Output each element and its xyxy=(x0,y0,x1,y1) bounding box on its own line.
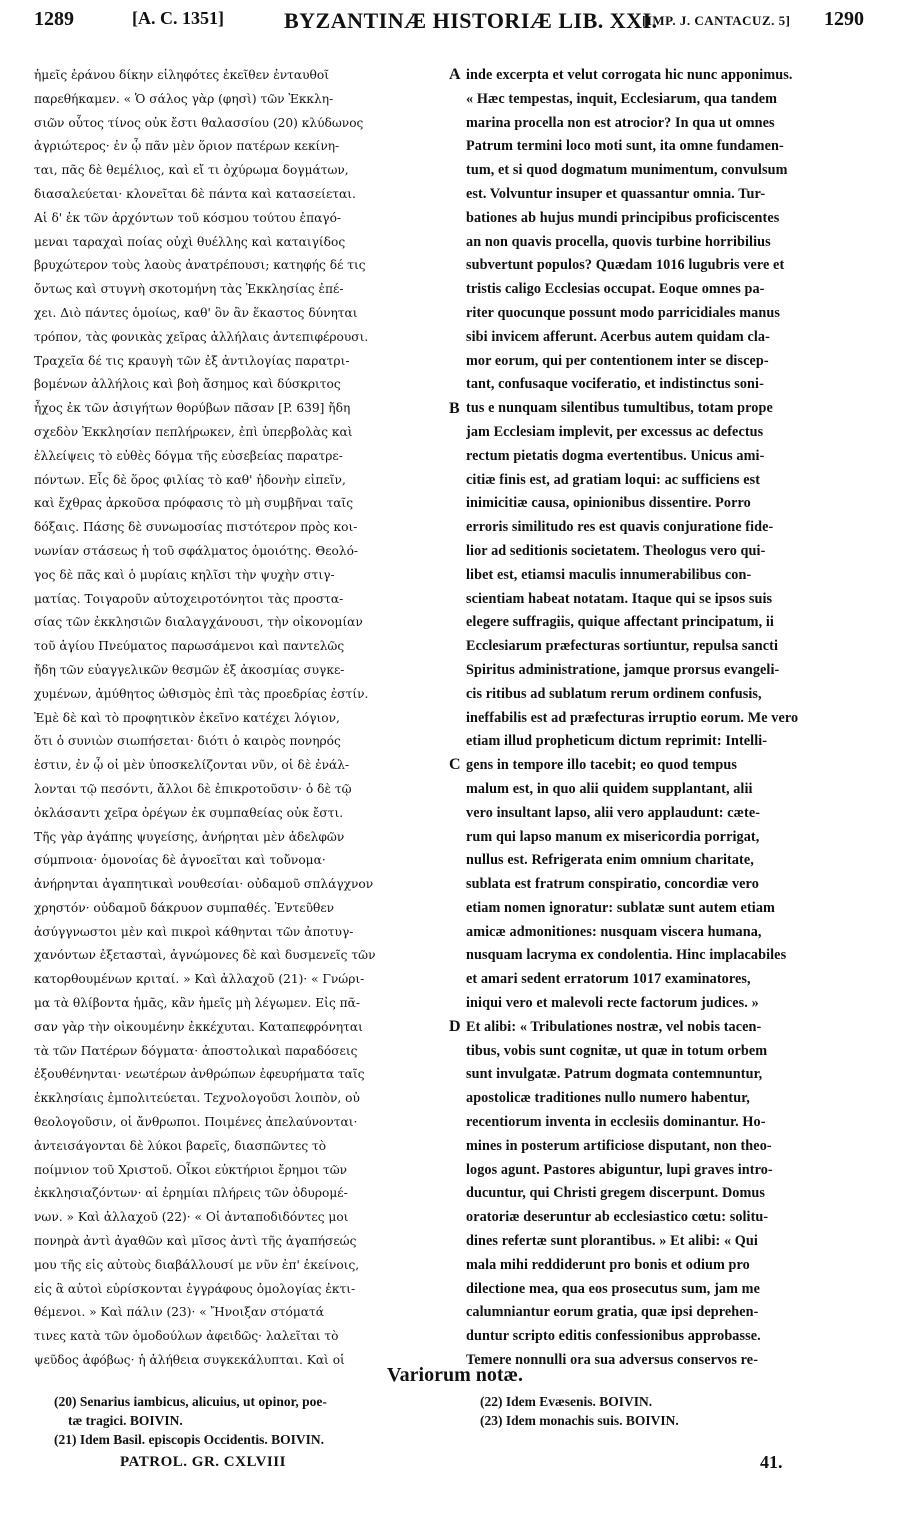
greek-text-line: πονηρὰ ἀντὶ ἀγαθῶν καὶ μῖσος ἀντὶ τῆς ἀγαπήσεώς xyxy=(34,1234,357,1249)
greek-text-line: ὅτι ὁ συνιὼν σιωπήσεται· διότι ὁ καιρὸς πονηρός xyxy=(34,734,341,749)
latin-text-line: mor eorum, qui per contentionem inter se discep- xyxy=(466,352,769,369)
latin-text-line: erroris similitudo res est quavis conjuratione fide- xyxy=(466,519,774,536)
greek-text-line: πόντων. Εἷς δὲ ὅρος φιλίας τὸ καθ' ἡδονὴν εἰπεῖν, xyxy=(34,472,346,487)
greek-text-line: ἀνήρηνται ἀγαπητικαὶ νουθεσίαι· οὐδαμοῦ σπλάγχνον xyxy=(34,877,374,892)
latin-text-line: ineffabilis est ad præfecturas irruptio eorum. Me vero xyxy=(466,709,799,726)
greek-text-column xyxy=(34,64,446,1373)
latin-text-line: calumniantur eorum gratia, quæ ipsi deprehen- xyxy=(466,1304,759,1321)
latin-text-line: logos agunt. Pastores abiguntur, lupi graves intro- xyxy=(466,1161,773,1178)
latin-text-line: oratoriæ deseruntur ab ecclesiastico cœtu: solitu- xyxy=(466,1209,769,1226)
greek-text-line: ἐκκλησίαις ἐμπολιτεύεται. Τεχνολογοῦσι λοιπὸν, οὐ xyxy=(34,1091,360,1106)
greek-text-line: εἰς ἃ αὐτοὶ εὑρίσκονται ἐγγράφους ὁμολογίας ἐκτι- xyxy=(34,1281,356,1296)
running-title: BYZANTINÆ HISTORIÆ LIB. XXI. xyxy=(284,8,658,33)
greek-text-line: ται, πᾶς δὲ θεμέλιος, καὶ εἴ τι ὀχύρωμα δογμάτων, xyxy=(34,163,349,178)
greek-text-line: κατορθουμένων κριταί. » Καὶ ἀλλαχοῦ (21)· « Γνώρι- xyxy=(34,972,365,987)
latin-text-line: iniqui vero et malevoli recte factorum judices. » xyxy=(466,995,759,1012)
latin-text-line: sunt invulgatæ. Patrum dogmata contemnuntur, xyxy=(466,1066,763,1083)
latin-text-line: apostolicæ traditiones nullo numero habentur, xyxy=(466,1090,750,1107)
latin-text-line: Ecclesiarum præfecturas sortiuntur, repulsa sancti xyxy=(466,638,778,655)
left-page-number: 1289 xyxy=(34,8,74,30)
greek-text-line: ἀντεισάγονται δὲ λύκοι βαρεῖς, διασπῶντες τὸ xyxy=(34,1138,327,1153)
latin-text-line: jam Ecclesiam implevit, per excessus ac defectus xyxy=(466,423,764,440)
latin-text-line: malum est, in quo alii quidem supplantant, alii xyxy=(466,780,753,797)
latin-text-line: nullus est. Refrigerata enim omnium charitate, xyxy=(466,852,754,869)
greek-text-line: νωνίαν στάσεως ἡ τοῦ σφάλματος ὁμοιότης. Θεολό- xyxy=(34,543,359,558)
latin-text-line: citiæ finis est, ad gratiam loqui: ac sufficiens est xyxy=(466,471,761,488)
greek-text-line: σύμπνοια· ὁμονοίας δὲ ἀγνοεῖται καὶ τοὔνομα· xyxy=(34,853,326,868)
latin-text-line: Patrum termini loco moti sunt, ita omne fundamen- xyxy=(466,138,784,155)
footnote-line: (21) Idem Basil. episcopis Occidentis. BOIVIN. xyxy=(54,1432,325,1447)
latin-text-line: libet est, etiamsi maculis innumerabilibus con- xyxy=(466,566,752,583)
greek-text-line: βρυχώτερον τοὺς λαοὺς ἀνατρέπουσι; κατηφής δέ τις xyxy=(34,258,366,273)
section-marker-b: B xyxy=(449,400,460,417)
latin-text-line: cis ritibus ad sublatum rerum ordinem confusis, xyxy=(466,685,762,702)
greek-text-line: τινες κατὰ τῶν ὁμοδούλων ἀφειδῶς· λαλεῖται τὸ xyxy=(34,1329,339,1344)
greek-text-line: ματίας. Τοιγαροῦν αὐτοχειροτόνητοι τὰς προστα- xyxy=(34,591,344,606)
greek-text-line: τρόπον, τὰς φονικὰς χεῖρας ἀλλήλαις ἀντεπιφέρουσι. xyxy=(34,329,369,344)
greek-text-line: παρεθήκαμεν. « Ὁ σάλος γὰρ (φησὶ) τῶν Ἐκκλη- xyxy=(34,91,334,106)
greek-text-line: ἡμεῖς ἐράνου δίκην εἰληφότες ἐκεῖθεν ἐνταυθοῖ xyxy=(34,68,330,82)
latin-text-line: dines refertæ sunt plorantibus. » Et alibi: « Qui xyxy=(466,1233,758,1250)
greek-text-line: τοῦ ἁγίου Πνεύματος παρωσάμενοι καὶ παντελῶς xyxy=(34,639,345,654)
latin-text-line: rum qui lapso manum ex misericordia porrigat, xyxy=(466,828,760,845)
latin-text-line: Et alibi: « Tribulationes nostræ, vel nobis tacen- xyxy=(466,1018,762,1035)
greek-text-line: Τῆς γὰρ ἀγάπης ψυγείσης, ἀνήρηται μὲν ἀδελφῶν xyxy=(34,829,345,844)
greek-text-line: ὄντως καὶ στυγνὴ σκοτομήνη τὰς Ἐκκλησίας ἐπέ- xyxy=(34,282,344,297)
latin-text-line: Temere nonnulli ora sua adversus conservos re- xyxy=(466,1352,759,1369)
greek-text-line: ψεῦδος ἀφόβως· ἡ ἀλήθεια συγκεκάλυπται. Καὶ οἱ xyxy=(34,1353,345,1368)
greek-text-line: ἦχος ἐκ τῶν ἀσιγήτων θορύβων πᾶσαν [P. 639] ἤδη xyxy=(34,401,351,416)
greek-text-line: λονται τῷ πεσόντι, ἄλλοι δὲ ἐπικροτοῦσιν· ὁ δὲ τῷ xyxy=(34,781,352,796)
greek-text-line: σίας τῶν ἐκκλησιῶν διαλαγχάνουσι, τὴν οἰκονομίαν xyxy=(34,615,363,630)
latin-text-line: recentiorum inventa in ecclesiis dominantur. Ho- xyxy=(466,1114,766,1131)
latin-text-line: tristis caligo Ecclesias occupat. Eoque omnes pa- xyxy=(466,281,765,298)
greek-text-line: χυμένων, ἀμύθητος ὠθισμὸς ἐπὶ τὰς προεδρίας ἐστίν. xyxy=(34,686,369,701)
section-marker-c: C xyxy=(449,756,461,773)
greek-text-line: μου τῆς εἰς αὐτοὺς διαβάλλουσί με νῦν ἐπ' ἐκείνοις, xyxy=(34,1257,360,1272)
latin-text-line: elegere suffragiis, quique affectant principatum, ii xyxy=(466,614,774,631)
right-running-head: [IMP. J. CANTACUZ. 5] xyxy=(642,13,791,28)
latin-text-line: inde excerpta et velut corrogata hic nunc apponimus. xyxy=(466,67,793,83)
greek-text-line: σιῶν οὗτος τίνος οὐκ ἔστι θαλασσίου (20) κλύδωνος xyxy=(34,115,364,130)
section-marker-a: A xyxy=(449,66,461,83)
latin-text-line: est. Volvuntur insuper et quassantur omnia. Tur- xyxy=(466,185,766,202)
page-header xyxy=(34,8,876,62)
greek-text-line: μα τὰ θλίβοντα ἡμᾶς, κἂν ἡμεῖς μὴ λέγωμεν. Εἰς πᾶ- xyxy=(34,996,361,1011)
latin-text-line: tibus, vobis sunt cognitæ, ut quæ in totum orbem xyxy=(466,1042,768,1059)
latin-text-line: « Hæc tempestas, inquit, Ecclesiarum, qua tandem xyxy=(466,90,778,107)
greek-text-line: μεναι ταραχαὶ ποίας οὐχὶ θυέλλης καὶ καταιγίδος xyxy=(34,234,346,249)
greek-text-line: ἤδη τῶν εὐαγγελικῶν θεσμῶν ἐξ ἀκοσμίας συγκε- xyxy=(34,662,345,677)
section-marker-d: D xyxy=(449,1018,461,1035)
latin-text-line: marina procella non est atrocior? In qua ut omnes xyxy=(466,114,775,131)
latin-text-line: scientiam habeat notatam. Itaque qui se ipsos suis xyxy=(466,590,773,607)
notes-title: Variorum notæ. xyxy=(387,1364,523,1386)
greek-text-line: ὀκλάσαντι χεῖρα ὀρέγων ἐκ συμπαθείας οὐκ ἔστι. xyxy=(34,805,344,820)
greek-text-line: νων. » Καὶ ἀλλαχοῦ (22)· « Οἱ ἀνταποδιδόντες μοι xyxy=(34,1210,349,1225)
greek-text-line: διασαλεύεται· κλονεῖται δὲ πάντα καὶ κατασείεται. xyxy=(34,186,356,201)
greek-text-line: Ἐμὲ δὲ καὶ τὸ προφητικὸν ἐκεῖνο κατέχει λόγιον, xyxy=(34,710,340,725)
greek-text-line: καὶ ἔχθρας ἀρκοῦσα πρόφασις τὸ μὴ συμβῆναι ταῖς xyxy=(34,496,354,511)
footer-series: PATROL. GR. CXLVIII xyxy=(120,1454,286,1470)
greek-text-line: χρηστόν· οὐδαμοῦ δάκρυον συμπαθές. Ἐντεῦθεν xyxy=(34,900,335,915)
footer-signature: 41. xyxy=(760,1452,783,1472)
greek-text-line: χει. Διὸ πάντες ὁμοίως, καθ' ὃν ἂν ἕκαστος δύνηται xyxy=(34,305,358,320)
latin-text-line: gens in tempore illo tacebit; eo quod tempus xyxy=(466,757,737,774)
footnote-line: (20) Senarius iambicus, alicuius, ut opinor, poe- xyxy=(54,1394,327,1409)
latin-text-line: bationes ab hujus mundi principibus proficiscentes xyxy=(466,209,780,226)
latin-text-line: sibi invicem afferunt. Acerbus autem quidam cla- xyxy=(466,328,770,345)
latin-text-line: tus e nunquam silentibus tumultibus, totam prope xyxy=(466,400,773,417)
latin-text-line: subvertunt populos? Quædam 1016 lugubris vere et xyxy=(466,257,785,274)
latin-text-line: nusquam lacryma ex condolentia. Hinc implacabiles xyxy=(466,947,787,964)
latin-text-line: an non quavis procella, quovis turbine horribilius xyxy=(466,233,771,250)
latin-text-line: tum, et si quod dogmatum munimentum, convulsum xyxy=(466,162,788,179)
footnote-line: (22) Idem Evæsenis. BOIVIN. xyxy=(480,1394,653,1409)
greek-text-line: σχεδὸν Ἐκκλησίαν πεπλήρωκεν, ἐπὶ ὑπερβολὰς καὶ xyxy=(34,424,353,439)
notes-left-column xyxy=(54,1392,454,1449)
greek-text-line: ἀγριώτερος· ἐν ᾧ πᾶν μὲν ὅριον πατέρων κεκίνη- xyxy=(34,139,340,154)
latin-text-line: riter quocunque possunt modo parricidiales manus xyxy=(466,304,780,321)
greek-text-line: τὰ τῶν Πατέρων δόγματα· ἀποστολικαὶ παραδόσεις xyxy=(34,1043,358,1058)
latin-text-line: et amari sedent erratorum 1017 examinatores, xyxy=(466,971,751,988)
latin-text-line: vero insultant lapso, alii vero applaudunt: cæte- xyxy=(466,804,761,821)
latin-text-line: rectum pietatis dogma evertentibus. Unicus ami- xyxy=(466,447,765,464)
latin-text-line: inimicitiæ causa, opinionibus dissentire. Porro xyxy=(466,495,751,512)
right-page-number: 1290 xyxy=(824,8,864,30)
greek-text-line: γος δὲ πᾶς καὶ ὁ μυρίαις κηλῖσι τὴν ψυχὴν στιγ- xyxy=(34,567,335,582)
greek-text-line: σαν γὰρ τὴν οἰκουμένην ἐκκέχυται. Καταπεφρόνηται xyxy=(34,1019,363,1034)
latin-text-line: dilectione mea, qua eos prosecutus sum, jam me xyxy=(466,1280,760,1297)
greek-text-line: Αἱ δ' ἐκ τῶν ἀρχόντων τοῦ κόσμου τούτου ἐπαγό- xyxy=(34,210,342,225)
latin-text-line: lior ad seditionis societatem. Theologus vero qui- xyxy=(466,542,766,559)
notes-right-column xyxy=(480,1392,880,1430)
footnote-line: (23) Idem monachis suis. BOIVIN. xyxy=(480,1413,679,1428)
greek-text-line: ἀσύγγνωστοι μὲν καὶ πικροὶ κάθηνται τῶν ἀποτυγ- xyxy=(34,924,354,939)
greek-text-line: ἐστιν, ἐν ᾧ οἱ μὲν ὑποσκελίζονται νῦν, οἱ δὲ ἐνάλ- xyxy=(34,758,350,773)
footnote-line: tæ tragici. BOIVIN. xyxy=(68,1413,183,1428)
greek-text-line: ποίμνιον τοῦ Χριστοῦ. Οἶκοι εὐκτήριοι ἔρημοι τῶν xyxy=(34,1162,348,1177)
latin-text-line: amicæ admonitiones: nusquam viscera humana, xyxy=(466,923,762,940)
latin-text-line: mines in posterum artificiose disputant, non theo- xyxy=(466,1137,772,1154)
latin-text-line: sublata est fratrum conspiratio, concordiæ vero xyxy=(466,876,759,893)
left-running-head: [A. C. 1351] xyxy=(132,8,224,28)
greek-text-line: ἐξουθένηνται· νεωτέρων ἀνθρώπων ἐφευρήματα ταῖς xyxy=(34,1067,365,1082)
greek-text-line: ἐλλείψεις τὸ εὐθὲς δόγμα τῆς εὐσεβείας παρατρε- xyxy=(34,448,343,463)
greek-text-line: Τραχεῖα δέ τις κραυγὴ τῶν ἐξ ἀντιλογίας παρατρι- xyxy=(34,353,350,368)
latin-text-line: Spiritus administratione, jamque prorsus evangeli- xyxy=(466,661,780,678)
greek-text-line: θέμενοι. » Καὶ πάλιν (23)· « Ἤνοιξαν στόματά xyxy=(34,1305,325,1320)
latin-text-line: duntur scripto editis confessionibus approbasse. xyxy=(466,1328,761,1345)
greek-text-line: δόξαις. Πάσης δὲ συνωμοσίας πιστότερον πρὸς κοι- xyxy=(34,520,358,535)
latin-text-line: ducuntur, qui Christi gregem discerpunt. Domus xyxy=(466,1185,766,1202)
latin-text-line: etiam illud propheticum dictum reprimit: Intelli- xyxy=(466,733,768,750)
greek-text-line: θεολογοῦσιν, οἱ ἄνθρωποι. Ποιμένες ἀπελαύνονται· xyxy=(34,1115,358,1130)
latin-text-line: tant, confusaque vociferatio, et indistinctus soni- xyxy=(466,376,764,393)
greek-text-line: ἐκκλησιαζόντων· αἱ ἐρημίαι πλήρεις τῶν ὀδυρομέ- xyxy=(34,1186,348,1201)
latin-text-column xyxy=(466,64,880,1373)
latin-text-line: mala mihi reddiderunt pro bonis et odium pro xyxy=(466,1256,750,1273)
latin-text-line: etiam nomen ignoratur: sublatæ sunt autem etiam xyxy=(466,899,775,916)
greek-text-line: βομένων ἀλλήλοις καὶ βοὴ ἄσημος καὶ δύσκριτος xyxy=(34,377,341,392)
greek-text-line: χανόντων ἐξετασταὶ, ἀγνώμονες δὲ καὶ δυσμενεῖς τῶν xyxy=(34,948,376,963)
